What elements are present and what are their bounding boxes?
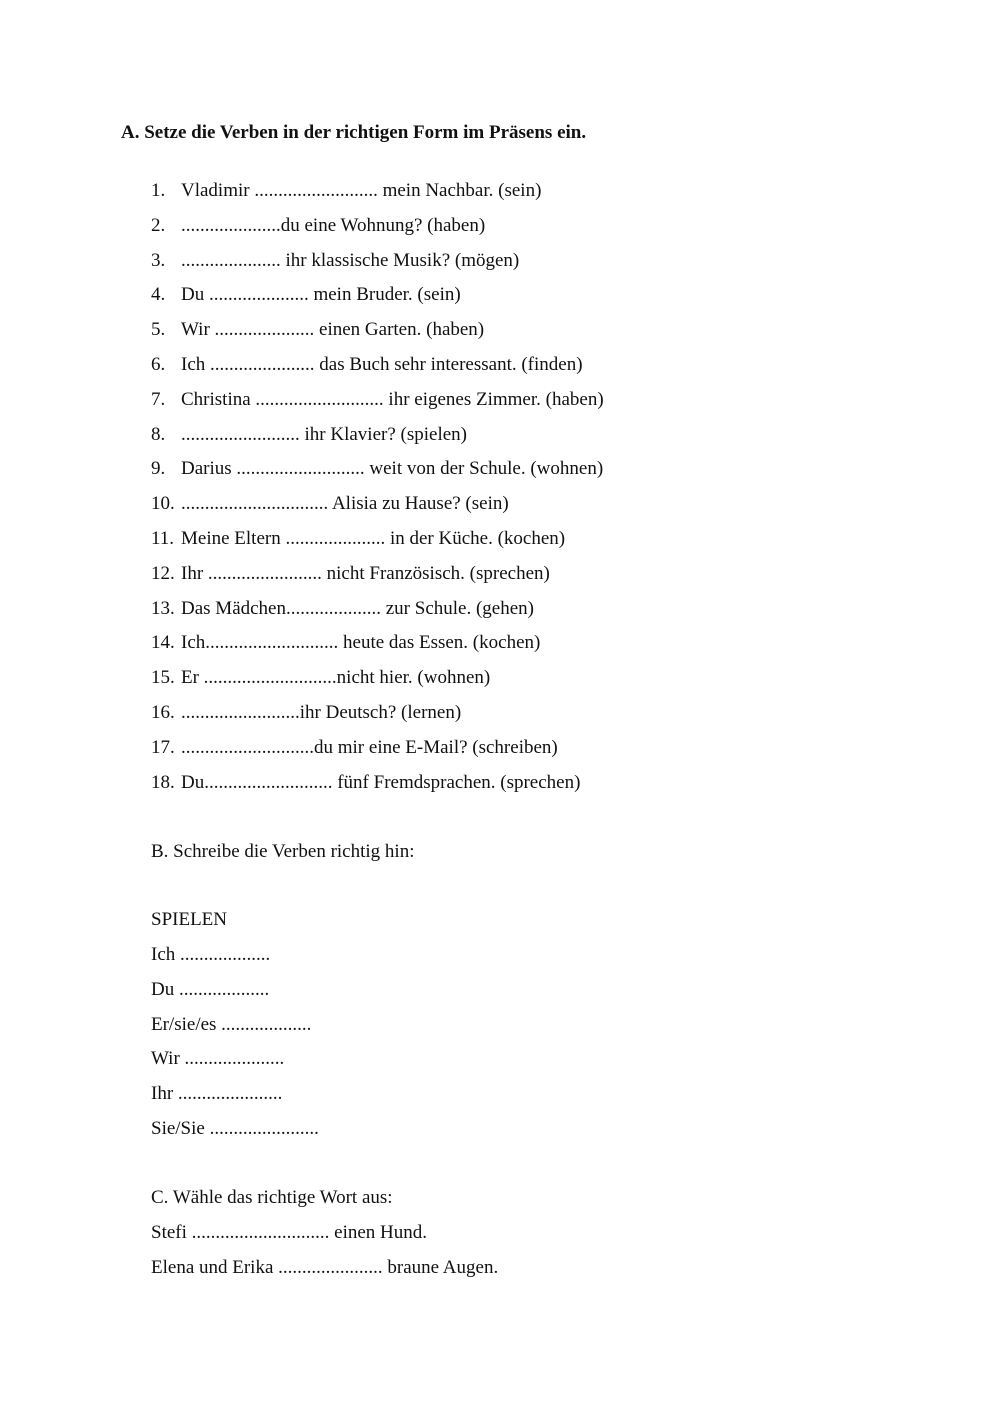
conjugation-item: Er/sie/es ...................: [151, 1013, 312, 1035]
exercise-number: 13.: [151, 597, 175, 619]
exercise-text: ..................... ihr klassische Musik? (mögen): [181, 249, 520, 271]
exercise-item: [151, 666, 604, 701]
exercise-number: 14.: [151, 632, 175, 654]
section-b-heading: B. Schreibe die Verben richtig hin:: [151, 841, 415, 862]
exercise-item: [151, 527, 604, 562]
exercise-text: Das Mädchen.................... zur Schule. (gehen): [181, 597, 534, 619]
exercise-text: Christina ........................... ihr eigenes Zimmer. (haben): [181, 388, 604, 410]
conjugation-item: Sie/Sie .......................: [151, 1117, 319, 1139]
exercise-number: 4.: [151, 284, 166, 306]
exercise-text: Er ............................nicht hier. (wohnen): [181, 667, 491, 689]
exercise-number: 2.: [151, 214, 166, 236]
exercise-text: ............................du mir eine E-Mail? (schreiben): [181, 736, 558, 758]
exercise-item: [151, 214, 604, 249]
exercise-text: Du ..................... mein Bruder. (sein): [181, 284, 461, 306]
exercise-number: 3.: [151, 249, 166, 271]
exercise-text: Darius ........................... weit von der Schule. (wohnen): [181, 458, 604, 480]
exercise-number: 17.: [151, 736, 175, 758]
exercise-text: ......................... ihr Klavier? (spielen): [181, 423, 467, 445]
exercise-item: [151, 771, 604, 806]
exercise-text: .........................ihr Deutsch? (lernen): [181, 701, 462, 723]
section-c-item: Elena und Erika ...................... braune Augen.: [151, 1256, 499, 1278]
exercise-item: [151, 562, 604, 597]
exercise-number: 10.: [151, 493, 175, 515]
exercise-number: 6.: [151, 353, 166, 375]
section-c-item: Stefi ............................. einen Hund.: [151, 1222, 428, 1243]
exercise-number: 1.: [151, 180, 166, 201]
conjugation-list: [151, 943, 319, 1152]
exercise-number: 11.: [151, 527, 175, 549]
exercise-number: 18.: [151, 771, 175, 793]
exercise-number: 16.: [151, 701, 175, 723]
exercise-number: 15.: [151, 667, 175, 689]
exercise-item: [151, 179, 604, 214]
verb-title: SPIELEN: [151, 909, 227, 930]
exercise-number: 7.: [151, 388, 166, 410]
exercise-number: 8.: [151, 423, 166, 445]
exercise-text: Vladimir .......................... mein Nachbar. (sein): [181, 180, 542, 201]
section-c-heading: C. Wähle das richtige Wort aus:: [151, 1187, 393, 1208]
exercise-text: Ich............................ heute das Essen. (kochen): [181, 632, 541, 654]
exercise-item: [151, 423, 604, 458]
exercise-item: [151, 388, 604, 423]
exercise-number: 9.: [151, 458, 166, 480]
exercise-number: 12.: [151, 562, 175, 584]
exercise-number: 5.: [151, 319, 166, 341]
exercise-text: ............................... Alisia zu Hause? (sein): [181, 493, 509, 515]
exercise-item: [151, 492, 604, 527]
conjugation-item: Ihr ......................: [151, 1083, 283, 1105]
exercise-text: Ich ...................... das Buch sehr interessant. (finden): [181, 353, 583, 375]
exercise-item: [151, 736, 604, 771]
exercise-text: Ihr ........................ nicht Französisch. (sprechen): [181, 562, 550, 584]
section-c-list: [151, 1221, 498, 1291]
conjugation-item: Ich ...................: [151, 944, 271, 965]
conjugation-item: Wir .....................: [151, 1048, 285, 1070]
exercise-item: [151, 457, 604, 492]
exercise-text: Meine Eltern ..................... in der Küche. (kochen): [181, 527, 566, 549]
exercise-item: [151, 249, 604, 284]
exercise-item: [151, 597, 604, 632]
exercise-text: Du........................... fünf Fremdsprachen. (sprechen): [181, 771, 581, 793]
section-a-exercise-list: [151, 179, 604, 805]
exercise-item: [151, 283, 604, 318]
exercise-text: .....................du eine Wohnung? (haben): [181, 214, 486, 236]
exercise-text: Wir ..................... einen Garten. (haben): [181, 319, 485, 341]
exercise-item: [151, 701, 604, 736]
section-a-heading: A. Setze die Verben in der richtigen Form im Präsens ein.: [121, 122, 587, 143]
conjugation-item: Du ...................: [151, 978, 270, 1000]
exercise-item: [151, 353, 604, 388]
exercise-item: [151, 318, 604, 353]
exercise-item: [151, 631, 604, 666]
